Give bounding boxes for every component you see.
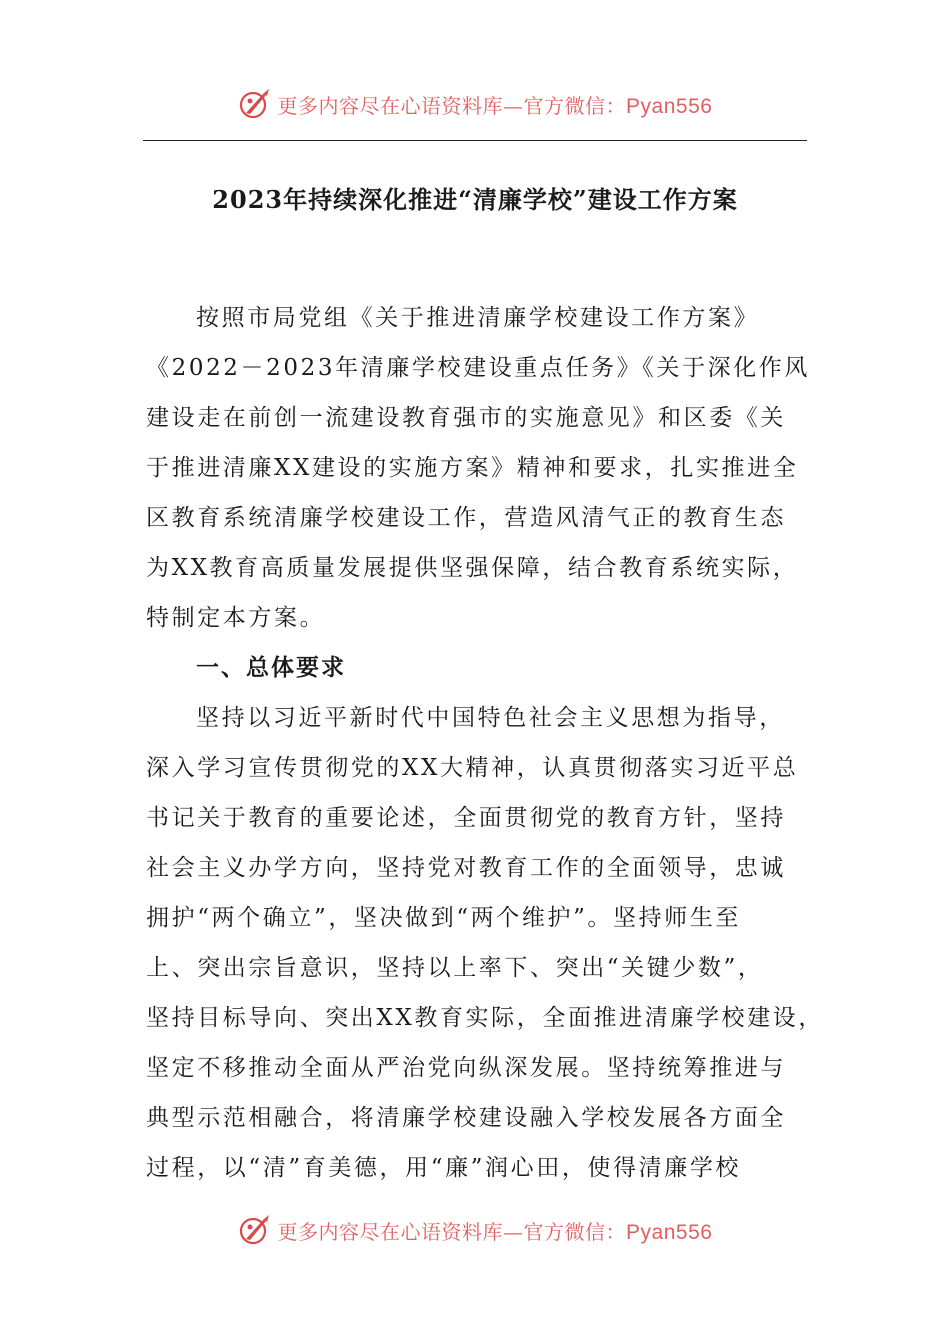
text-line: 社会主义办学方向，坚持党对教育工作的全面领导，忠诚 <box>146 855 786 881</box>
quill-logo-icon <box>238 87 272 121</box>
document-title: 2023年持续深化推进“清廉学校”建设工作方案 <box>212 185 738 214</box>
text-line: 于推进清廉XX建设的实施方案》精神和要求，扎实推进全 <box>146 455 799 481</box>
footer-banner <box>0 1210 950 1250</box>
banner-slogan: 更多内容尽在心语资料库—官方微信： <box>277 93 627 118</box>
section-paragraph <box>146 693 824 1193</box>
text-line: 典型示范相融合，将清廉学校建设融入学校发展各方面全 <box>146 1105 786 1131</box>
banner-slogan: 更多内容尽在心语资料库—官方微信： <box>277 1219 627 1244</box>
text-line: 坚定不移推动全面从严治党向纵深发展。坚持统筹推进与 <box>146 1055 786 1081</box>
text-line: 《2022－2023年清廉学校建设重点任务》《关于深化作风 <box>146 355 810 381</box>
document-body <box>146 293 824 1193</box>
text-line: 建设走在前创一流建设教育强市的实施意见》和区委《关 <box>146 405 786 431</box>
text-line: 上、突出宗旨意识，坚持以上率下、突出“关键少数”， <box>146 955 764 981</box>
banner-text <box>278 90 713 119</box>
quill-logo-icon <box>238 1213 272 1247</box>
header-divider <box>143 140 807 141</box>
text-line: 坚持以习近平新时代中国特色社会主义思想为指导， <box>196 705 785 731</box>
intro-paragraph <box>146 293 810 643</box>
text-line: 拥护“两个确立”，坚决做到“两个维护”。坚持师生至 <box>146 905 742 931</box>
text-line: 区教育系统清廉学校建设工作，营造风清气正的教育生态 <box>146 505 786 531</box>
text-line: 特制定本方案。 <box>146 605 326 631</box>
banner-text <box>278 1216 713 1245</box>
wechat-id: Pyan556 <box>626 94 713 118</box>
text-line: 深入学习宣传贯彻党的XX大精神，认真贯彻落实习近平总 <box>146 755 799 781</box>
text-line: 过程，以“清”育美德，用“廉”润心田，使得清廉学校 <box>146 1155 742 1181</box>
text-line: 按照市局党组《关于推进清廉学校建设工作方案》 <box>196 305 760 331</box>
text-line: 为XX教育高质量发展提供坚强保障，结合教育系统实际， <box>146 555 799 581</box>
header-banner <box>0 84 950 124</box>
text-line: 书记关于教育的重要论述，全面贯彻党的教育方针，坚持 <box>146 805 786 831</box>
wechat-id: Pyan556 <box>626 1220 713 1244</box>
section-heading: 一、总体要求 <box>196 654 346 681</box>
text-line: 坚持目标导向、突出XX教育实际，全面推进清廉学校建设， <box>146 1005 824 1031</box>
